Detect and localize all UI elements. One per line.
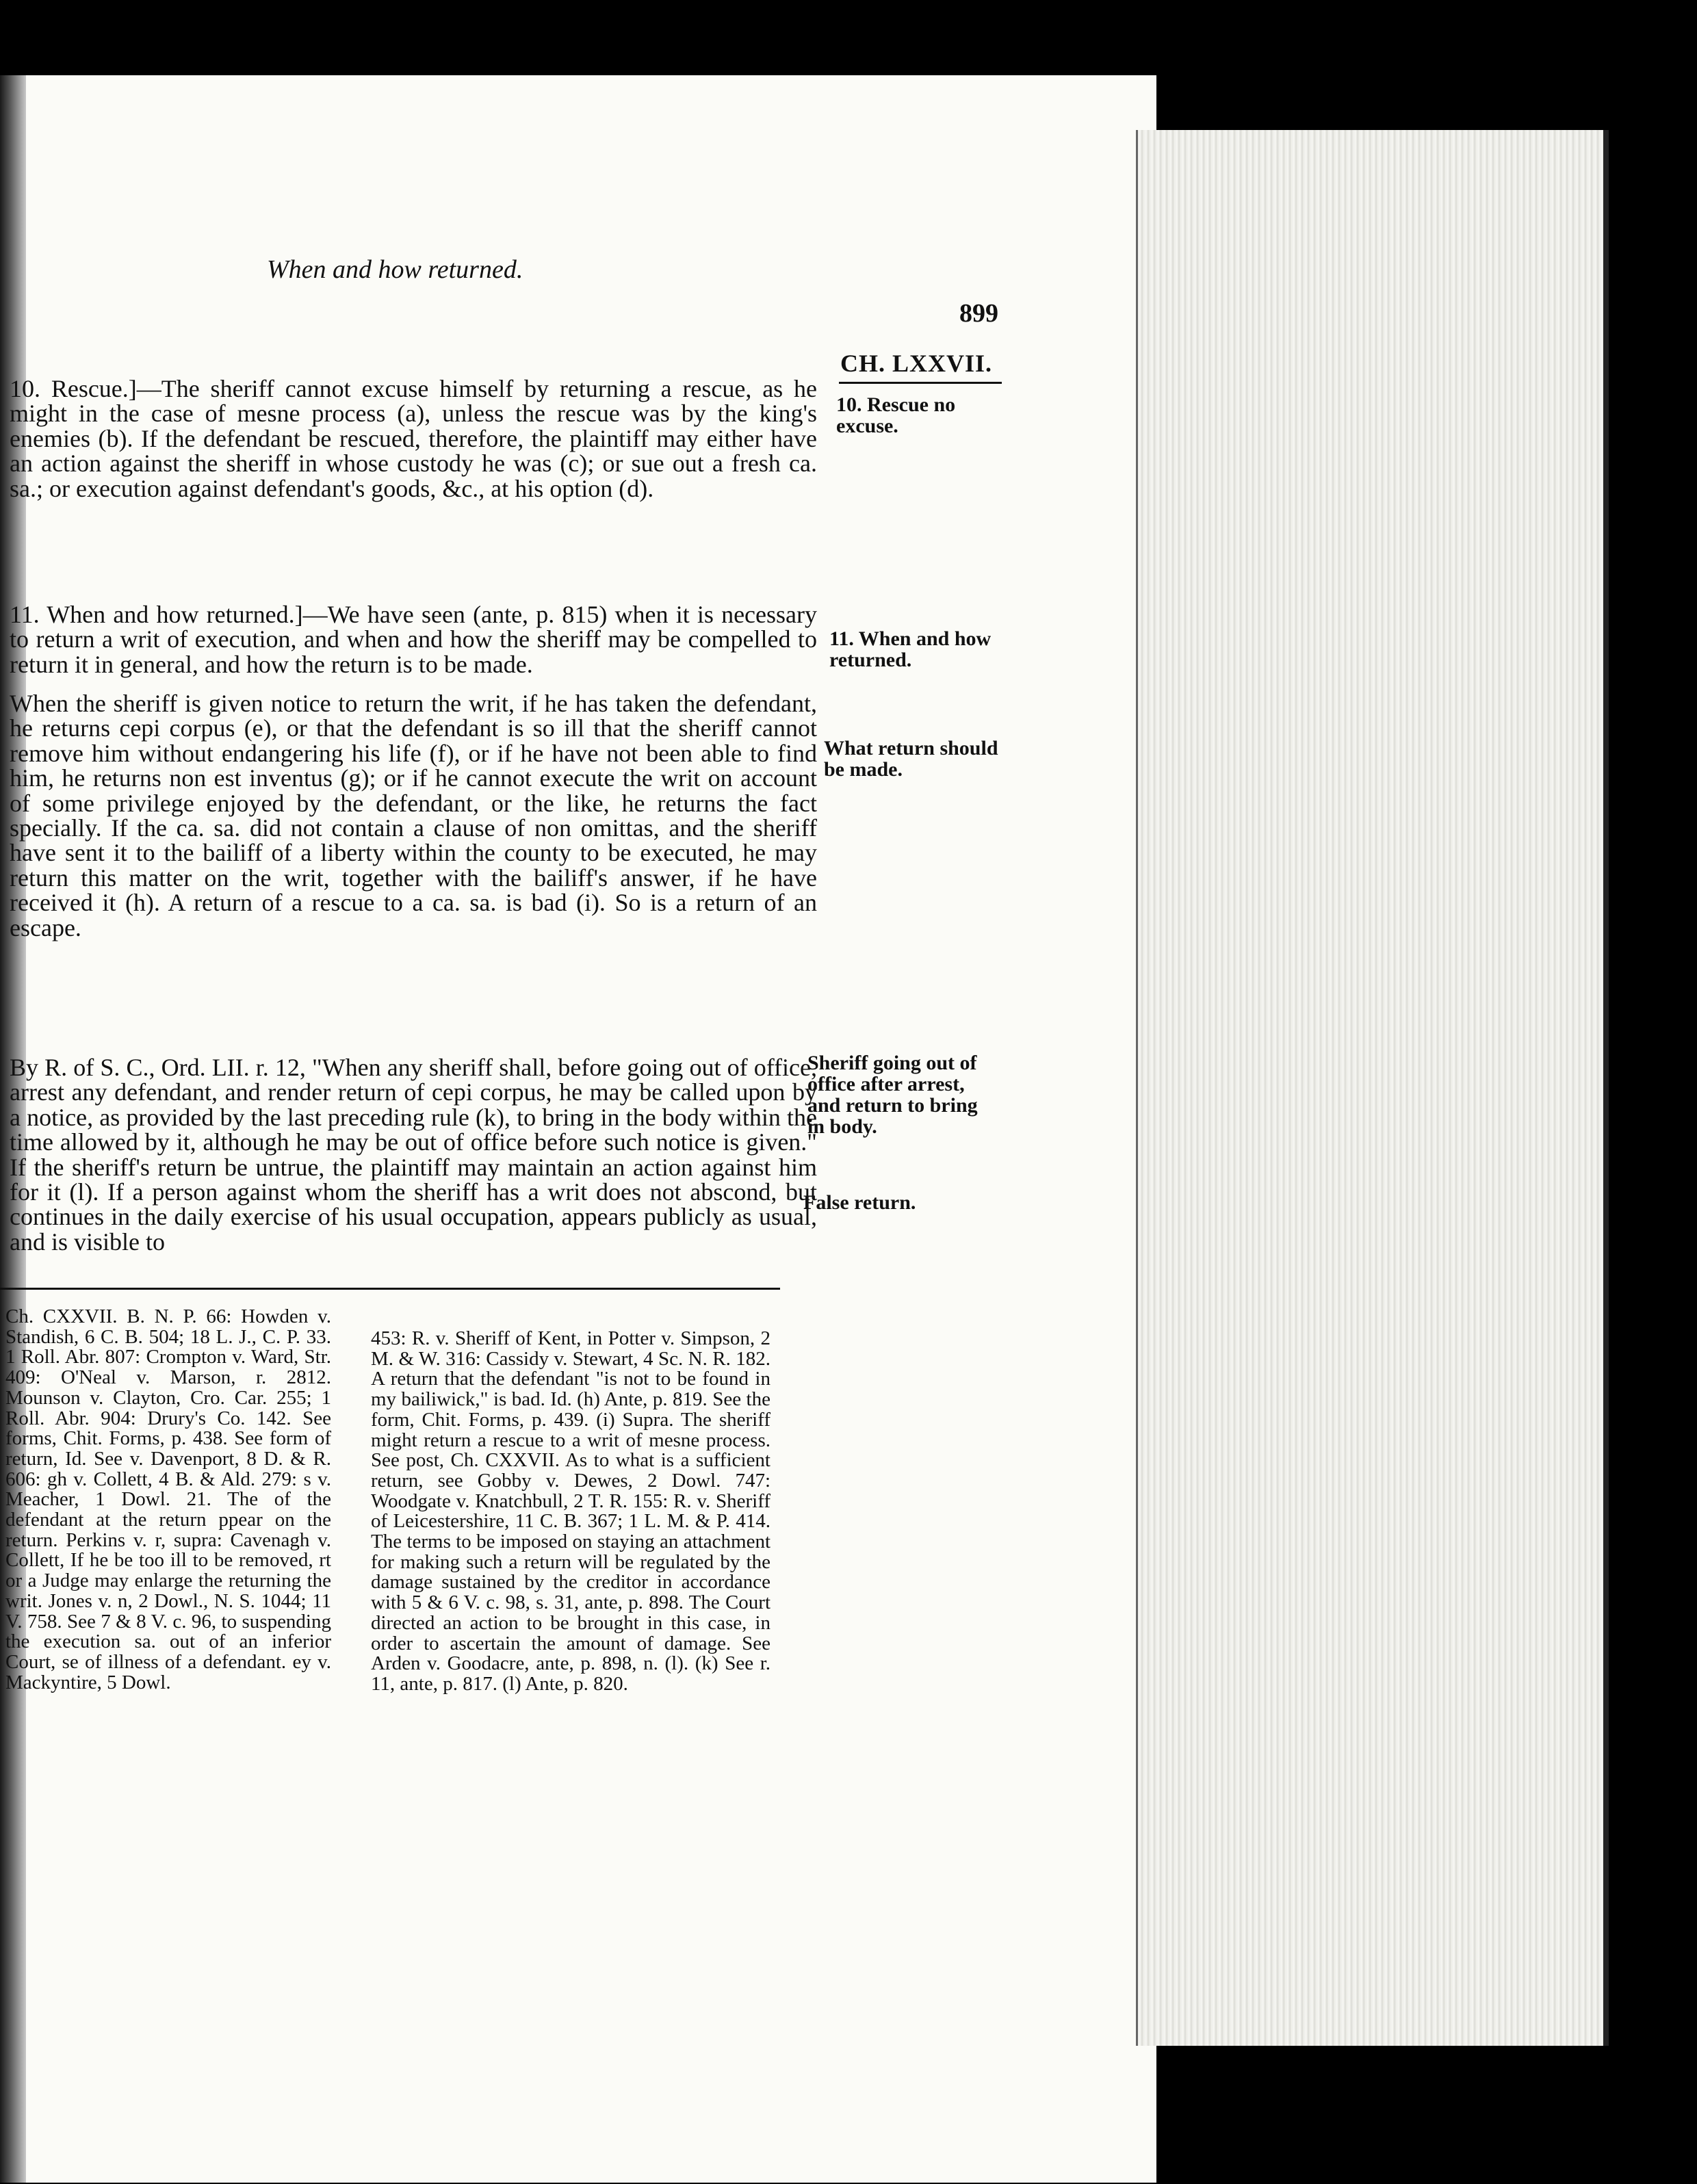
- margin-note-false-return: False return.: [803, 1191, 916, 1214]
- footnotes-left-column: Ch. CXXVII. B. N. P. 66: Howden v. Standish, 6 C. B. 504; 18 L. J., C. P. 33. 1 Roll. Abr. 807: Crompton v. Ward, Str. 409: O'Neal v. Marson, r. 2812. Mounson v. Clayton, Cro. Car. 255; 1 Roll. Abr. 904: Drury's Co. 142. See forms, Chit. Forms, p. 438. See form of return, Id. See v. Davenport, 8 D. & R. 606: gh v. Collett, 4 B. & Ald. 279: s v. Meacher, 1 Dowl. 21. The of the defendant at the return ppear on the return. Perkins v. r, supra: Cavenagh v. Collett, If he be too ill to be removed, rt or a Judge may enlarge the returning the writ. Jones v. n, 2 Dowl., N. S. 1044; 11 V. 758. See 7 & 8 V. c. 96, to suspending the execution sa. out of an inferior Court, se of illness of a defendant. ey v. Mackyntire, 5 Dowl.: [5, 1305, 331, 1693]
- chapter-heading: CH. LXXVII.: [840, 350, 993, 377]
- footnotes-right-column: 453: R. v. Sheriff of Kent, in Potter v. Simpson, 2 M. & W. 316: Cassidy v. Stewart, 4 Sc. N. R. 182. A return that the defendant "is not to be found in my bailiwick," is bad. Id. (h) Ante, p. 819. See the form, Chit. Forms, p. 439. (i) Supra. The sheriff might return a rescue to a writ of mesne process. See post, Ch. CXXVII. As to what is a sufficient return, see Gobby v. Dewes, 2 Dowl. 747: Woodgate v. Knatchbull, 2 T. R. 155: R. v. Sheriff of Leicestershire, 11 C. B. 367; 1 L. M. & P. 414. The terms to be imposed on staying an attachment for making such a return will be regulated by the damage sustained by the creditor in accordance with 5 & 6 V. c. 98, s. 31, ante, p. 898. The Court directed an action to be brought in this case, in order to ascertain the amount of damage. See Arden v. Goodacre, ante, p. 898, n. (l). (k) See r. 11, ante, p. 817. (l) Ante, p. 820.: [371, 1327, 770, 1695]
- what-return-paragraph: When the sheriff is given notice to return the writ, if he has taken the defendant, he returns cepi corpus (e), or that the defendant is so ill that the sheriff cannot remove him without endangering his life (f), or if he have not been able to find him, he returns non est inventus (g); or if he cannot execute the writ on account of some privilege enjoyed by the defendant, or the like, he returns the fact specially. If the ca. sa. did not contain a clause of non omittas, and the sheriff have sent it to the bailiff of a liberty within the county to be executed, he may return this matter on the writ, together with the bailiff's answer, if he have received it (h). A return of a rescue to a ca. sa. is bad (i). So is a return of an escape.: [10, 690, 817, 941]
- sheriff-going-paragraph: By R. of S. C., Ord. LII. r. 12, "When any sheriff shall, before going out of office, arrest any defendant, and render return of cepi corpus, he may be called upon by a notice, as provided by the last preceding rule (k), to bring in the body within the time allowed by it, although he may be out of office before such notice is given." If the sheriff's return be untrue, the plaintiff may maintain an action against him for it (l). If a person against whom the sheriff has a writ does not abscond, but continues in the daily exercise of his usual occupation, appears publicly as usual, and is visible to: [10, 1054, 817, 1256]
- section-11-paragraph: 11. When and how returned.]—We have seen (ante, p. 815) when it is necessary to return a writ of execution, and when and how the sheriff may be compelled to return it in general, and how the return is to be made.: [10, 601, 817, 678]
- footnote-rule: [0, 1288, 780, 1290]
- margin-note-when: 11. When and how returned.: [829, 627, 992, 671]
- page-number: 899: [959, 299, 998, 328]
- section-10-paragraph: 10. Rescue.]—The sheriff cannot excuse himself by returning a rescue, as he might in the case of mesne process (a), unless the rescue was by the king's enemies (b). If the defendant be rescued, therefore, the plaintiff may either have an action against the sheriff in whose custody he was (c); or sue out a fresh ca. sa.; or execution against defendant's goods, &c., at his option (d).: [10, 375, 817, 502]
- margin-note-sheriff-going: Sheriff going out of office after arrest, and return to bring in body.: [807, 1052, 978, 1138]
- margin-note-rescue: 10. Rescue no excuse.: [836, 393, 956, 437]
- book-page-edges: [1136, 130, 1609, 2046]
- running-head: When and how returned.: [267, 255, 523, 284]
- chapter-rule: [839, 382, 1002, 384]
- book-page: [0, 75, 1156, 2183]
- margin-note-what-return: What return should be made.: [824, 737, 998, 781]
